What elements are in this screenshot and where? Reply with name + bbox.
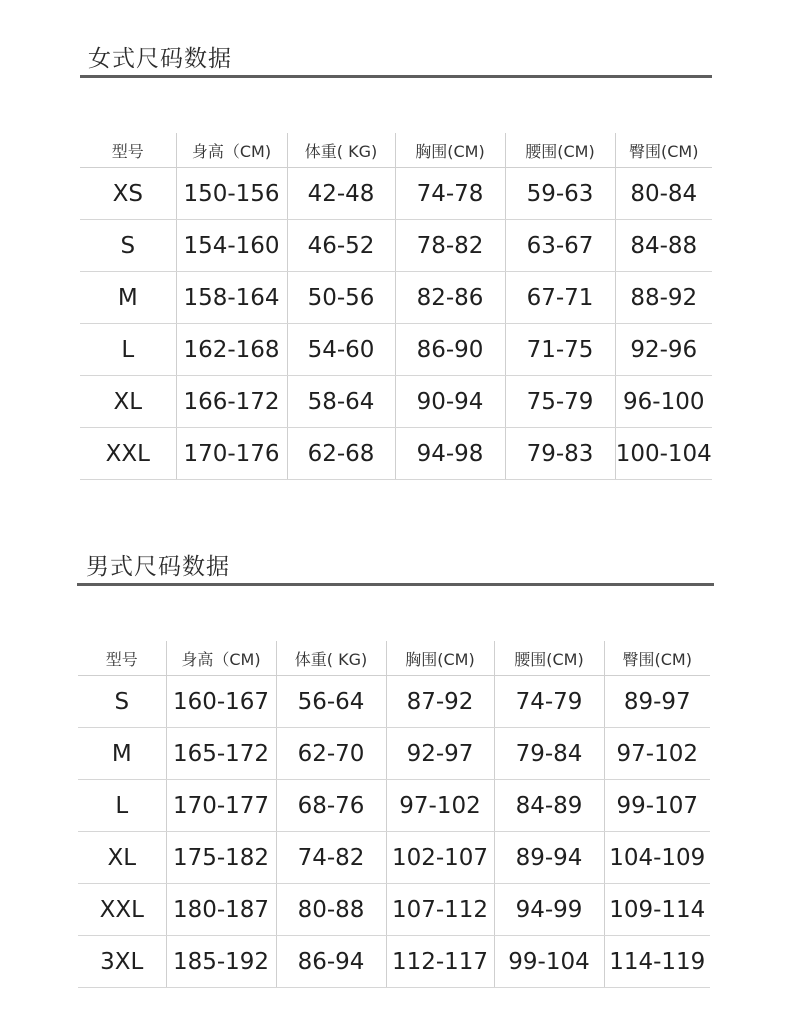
table-row (80, 272, 712, 324)
table-row (78, 728, 710, 780)
header-waist: 腰围(CM) (505, 133, 615, 168)
chest-cell: 87-92 (386, 676, 494, 728)
women-title-divider (80, 75, 712, 78)
height-cell: 185-192 (166, 936, 276, 988)
hip-cell: 100-104 (615, 428, 712, 480)
hip-cell: 88-92 (615, 272, 712, 324)
waist-cell: 63-67 (505, 220, 615, 272)
chest-cell: 82-86 (395, 272, 505, 324)
waist-cell: 71-75 (505, 324, 615, 376)
women-section-title: 女式尺码数据 (88, 46, 232, 72)
chest-cell: 90-94 (395, 376, 505, 428)
size-cell: L (78, 780, 166, 832)
size-cell: XL (80, 376, 176, 428)
weight-cell: 58-64 (287, 376, 395, 428)
hip-cell: 114-119 (604, 936, 710, 988)
size-cell: S (78, 676, 166, 728)
height-cell: 150-156 (176, 168, 287, 220)
height-cell: 180-187 (166, 884, 276, 936)
header-height: 身高（CM) (176, 133, 287, 168)
hip-cell: 92-96 (615, 324, 712, 376)
men-title-divider (77, 583, 714, 586)
table-row (80, 168, 712, 220)
men-header-row (78, 641, 710, 676)
header-chest: 胸围(CM) (395, 133, 505, 168)
chest-cell: 112-117 (386, 936, 494, 988)
table-row (78, 832, 710, 884)
men-section-title: 男式尺码数据 (86, 554, 230, 580)
weight-cell: 56-64 (276, 676, 386, 728)
height-cell: 170-176 (176, 428, 287, 480)
waist-cell: 79-83 (505, 428, 615, 480)
chest-cell: 94-98 (395, 428, 505, 480)
weight-cell: 62-70 (276, 728, 386, 780)
height-cell: 165-172 (166, 728, 276, 780)
weight-cell: 80-88 (276, 884, 386, 936)
waist-cell: 75-79 (505, 376, 615, 428)
weight-cell: 62-68 (287, 428, 395, 480)
hip-cell: 99-107 (604, 780, 710, 832)
chest-cell: 102-107 (386, 832, 494, 884)
size-cell: XXL (80, 428, 176, 480)
chest-cell: 92-97 (386, 728, 494, 780)
chest-cell: 74-78 (395, 168, 505, 220)
header-model: 型号 (78, 641, 166, 676)
table-row (80, 324, 712, 376)
weight-cell: 50-56 (287, 272, 395, 324)
header-weight: 体重( KG) (276, 641, 386, 676)
weight-cell: 54-60 (287, 324, 395, 376)
size-cell: L (80, 324, 176, 376)
header-hip: 臀围(CM) (604, 641, 710, 676)
table-row (80, 220, 712, 272)
weight-cell: 68-76 (276, 780, 386, 832)
height-cell: 160-167 (166, 676, 276, 728)
size-cell: XL (78, 832, 166, 884)
weight-cell: 42-48 (287, 168, 395, 220)
hip-cell: 89-97 (604, 676, 710, 728)
waist-cell: 79-84 (494, 728, 604, 780)
height-cell: 166-172 (176, 376, 287, 428)
height-cell: 154-160 (176, 220, 287, 272)
header-weight: 体重( KG) (287, 133, 395, 168)
women-header-row (80, 133, 712, 168)
table-row (78, 936, 710, 988)
table-row (78, 884, 710, 936)
waist-cell: 74-79 (494, 676, 604, 728)
hip-cell: 104-109 (604, 832, 710, 884)
height-cell: 170-177 (166, 780, 276, 832)
height-cell: 175-182 (166, 832, 276, 884)
hip-cell: 80-84 (615, 168, 712, 220)
waist-cell: 67-71 (505, 272, 615, 324)
height-cell: 162-168 (176, 324, 287, 376)
header-hip: 臀围(CM) (615, 133, 712, 168)
table-row (78, 780, 710, 832)
size-cell: S (80, 220, 176, 272)
size-cell: XXL (78, 884, 166, 936)
waist-cell: 99-104 (494, 936, 604, 988)
height-cell: 158-164 (176, 272, 287, 324)
chest-cell: 78-82 (395, 220, 505, 272)
size-cell: M (80, 272, 176, 324)
women-size-table (80, 133, 712, 480)
table-row (80, 376, 712, 428)
waist-cell: 89-94 (494, 832, 604, 884)
chest-cell: 86-90 (395, 324, 505, 376)
size-cell: XS (80, 168, 176, 220)
weight-cell: 74-82 (276, 832, 386, 884)
size-cell: 3XL (78, 936, 166, 988)
hip-cell: 97-102 (604, 728, 710, 780)
chest-cell: 107-112 (386, 884, 494, 936)
waist-cell: 94-99 (494, 884, 604, 936)
waist-cell: 59-63 (505, 168, 615, 220)
size-cell: M (78, 728, 166, 780)
hip-cell: 96-100 (615, 376, 712, 428)
header-height: 身高（CM) (166, 641, 276, 676)
hip-cell: 84-88 (615, 220, 712, 272)
waist-cell: 84-89 (494, 780, 604, 832)
table-row (78, 676, 710, 728)
chest-cell: 97-102 (386, 780, 494, 832)
weight-cell: 86-94 (276, 936, 386, 988)
header-waist: 腰围(CM) (494, 641, 604, 676)
hip-cell: 109-114 (604, 884, 710, 936)
men-size-table (78, 641, 710, 988)
weight-cell: 46-52 (287, 220, 395, 272)
header-model: 型号 (80, 133, 176, 168)
header-chest: 胸围(CM) (386, 641, 494, 676)
table-row (80, 428, 712, 480)
